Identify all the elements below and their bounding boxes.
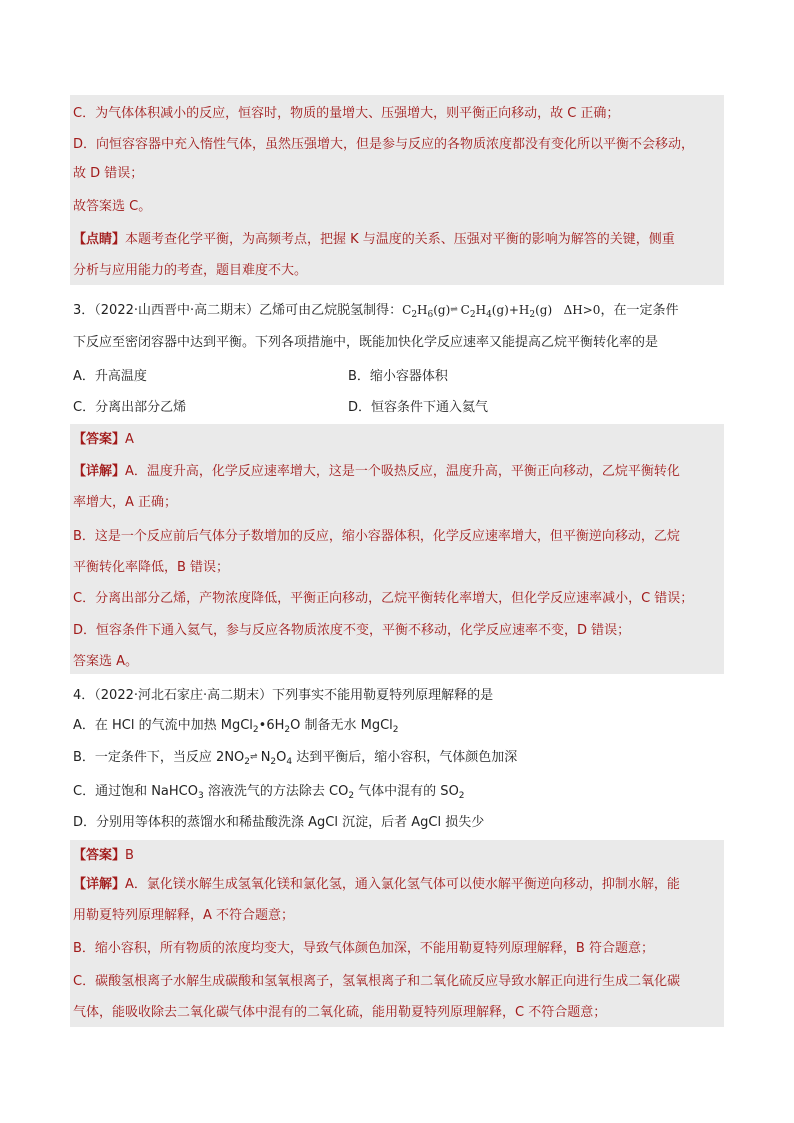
q2-option-c-explanation: C．为气体体积减小的反应，恒容时，物质的量增大、压强增大，则平衡正向移动，故 C 正确； xyxy=(73,106,620,121)
eq-c: C xyxy=(402,303,412,317)
eq-state: (g) xyxy=(433,303,451,317)
q4-option-d: D．分别用等体积的蒸馏水和稀盐酸洗涤 AgCl 沉淀，后者 AgCl 损失少 xyxy=(73,815,485,830)
eq-sub: 6 xyxy=(427,310,434,320)
eq-sub: 2 xyxy=(529,310,536,320)
option-text: •6H xyxy=(258,718,285,733)
reversible-arrow-icon: ⇌ xyxy=(450,305,457,315)
answer-value: B xyxy=(125,848,134,863)
q3-stem-suffix: ，在一定条件 xyxy=(600,303,679,318)
q3-stem-cont: 下反应至密闭容器中达到平衡。下列各项措施中，既能加快化学反应速率又能提高乙烷平衡转化率的是 xyxy=(73,335,659,350)
eq-sub: 4 xyxy=(486,310,492,320)
subscript: 2 xyxy=(392,725,399,735)
q4-detail-a xyxy=(73,875,680,895)
q3-option-c: C．分离出部分乙烯 xyxy=(73,400,187,415)
subscript: 2 xyxy=(244,757,251,767)
q2-option-d-explanation-cont: 故 D 错误； xyxy=(73,166,144,181)
option-text: A．在 HCl 的气流中加热 MgCl xyxy=(73,718,253,733)
detail-tag: 【详解】 xyxy=(73,464,126,479)
comment-text: 本题考查化学平衡，为高频考点，把握 K 与温度的关系、压强对平衡的影响为解答的关键，侧重 xyxy=(125,232,675,247)
q4-detail-c-cont: 气体，能吸收除去二氧化碳气体中混有的二氧化硫，能用勒夏特列原理解释，C 不符合题意； xyxy=(73,1005,607,1020)
q2-final-answer: 故答案选 C。 xyxy=(73,199,152,214)
option-text: 气体中混有的 SO xyxy=(354,784,459,799)
eq-state: (g) xyxy=(535,303,553,317)
q4-detail-c: C．碳酸氢根离子水解生成碳酸和氢氧根离子，氢氧根离子和二氧化硫反应导致水解正向进行生成二氧化碳 xyxy=(73,974,681,989)
option-text: 达到平衡后，缩小容积，气体颜色加深 xyxy=(292,750,518,765)
option-text: C．通过饱和 NaHCO xyxy=(73,784,198,799)
detail-text: A．氯化镁水解生成氢氧化镁和氯化氢，通入氯化氢气体可以使水解平衡逆向移动，抑制水解，能 xyxy=(125,877,680,892)
option-text: O 制备无水 MgCl xyxy=(290,718,393,733)
subscript: 4 xyxy=(286,757,293,767)
option-text: O xyxy=(276,750,287,765)
q4-answer-block xyxy=(70,840,724,1027)
q4-stem: 4．（2022·河北石家庄·高二期末）下列事实不能用勒夏特列原理解释的是 xyxy=(73,688,494,703)
detail-text: A．温度升高，化学反应速率增大，这是一个吸热反应，温度升高，平衡正向移动，乙烷平衡转化 xyxy=(125,464,680,479)
detail-tag: 【详解】 xyxy=(73,877,126,892)
subscript: 2 xyxy=(284,725,291,735)
q3-detail-b: B．这是一个反应前后气体分子数增加的反应，缩小容器体积，化学反应速率增大，但平衡逆向移动，乙烷 xyxy=(73,529,680,544)
subscript: 3 xyxy=(198,791,204,801)
q3-answer xyxy=(73,430,134,450)
q3-stem xyxy=(73,300,678,320)
subscript: 2 xyxy=(348,791,355,801)
q3-detail-b-cont: 平衡转化率降低，B 错误； xyxy=(73,560,230,575)
q2-comment-cont: 分析与应用能力的考查，题目难度不大。 xyxy=(73,263,308,278)
option-text: 溶液洗气的方法除去 CO xyxy=(203,784,349,799)
q3-detail-c: C．分离出部分乙烯，产物浓度降低，平衡正向移动，乙烷平衡转化率增大，但化学反应速率减小，C 错误； xyxy=(73,591,694,606)
reversible-arrow-icon: ⇌ xyxy=(250,752,257,762)
q4-detail-b: B．缩小容积，所有物质的浓度均变大，导致气体颜色加深，不能用勒夏特列原理解释，B 符合题意； xyxy=(73,941,654,956)
q2-comment xyxy=(73,230,675,250)
eq-delta-h: ΔH>0 xyxy=(563,303,601,317)
eq-sub: 2 xyxy=(411,310,418,320)
answer-value: A xyxy=(125,432,134,447)
subscript: 2 xyxy=(270,757,277,767)
q3-stem-prefix: 3．（2022·山西晋中·高二期末）乙烯可由乙烷脱氢制得： xyxy=(73,303,403,318)
q3-detail-a-cont: 率增大，A 正确； xyxy=(73,495,178,510)
eq-c: C xyxy=(460,303,470,317)
eq-h: H xyxy=(417,303,428,317)
q4-option-a xyxy=(73,716,399,736)
q3-option-a: A．升高温度 xyxy=(73,369,147,384)
q4-detail-a-cont: 用勒夏特列原理解释，A 不符合题意； xyxy=(73,908,295,923)
eq-h: H xyxy=(475,303,487,317)
subscript: 2 xyxy=(252,725,259,735)
eq-sub: 2 xyxy=(469,310,476,320)
option-text: N xyxy=(256,750,271,765)
eq-state: (g)+H xyxy=(491,303,530,317)
comment-tag: 【点睛】 xyxy=(73,232,126,247)
subscript: 2 xyxy=(458,791,465,801)
q3-detail-a xyxy=(73,462,680,482)
q3-final-answer: 答案选 A。 xyxy=(73,654,139,669)
q3-option-b: B．缩小容器体积 xyxy=(348,369,448,384)
q4-option-c xyxy=(73,782,465,802)
q2-option-d-explanation: D．向恒容容器中充入惰性气体，虽然压强增大，但是参与反应的各物质浓度都没有变化所以平衡不会移动， xyxy=(73,137,695,152)
q3-equation xyxy=(402,303,601,320)
answer-tag: 【答案】 xyxy=(73,432,126,447)
answer-tag: 【答案】 xyxy=(73,848,126,863)
q3-detail-d: D．恒容条件下通入氦气，参与反应各物质浓度不变，平衡不移动，化学反应速率不变，D 错误； xyxy=(73,623,631,638)
option-text: B．一定条件下，当反应 2NO xyxy=(73,750,245,765)
q4-answer xyxy=(73,846,134,866)
q3-option-d: D．恒容条件下通入氦气 xyxy=(348,400,489,415)
q4-option-b xyxy=(73,748,517,768)
